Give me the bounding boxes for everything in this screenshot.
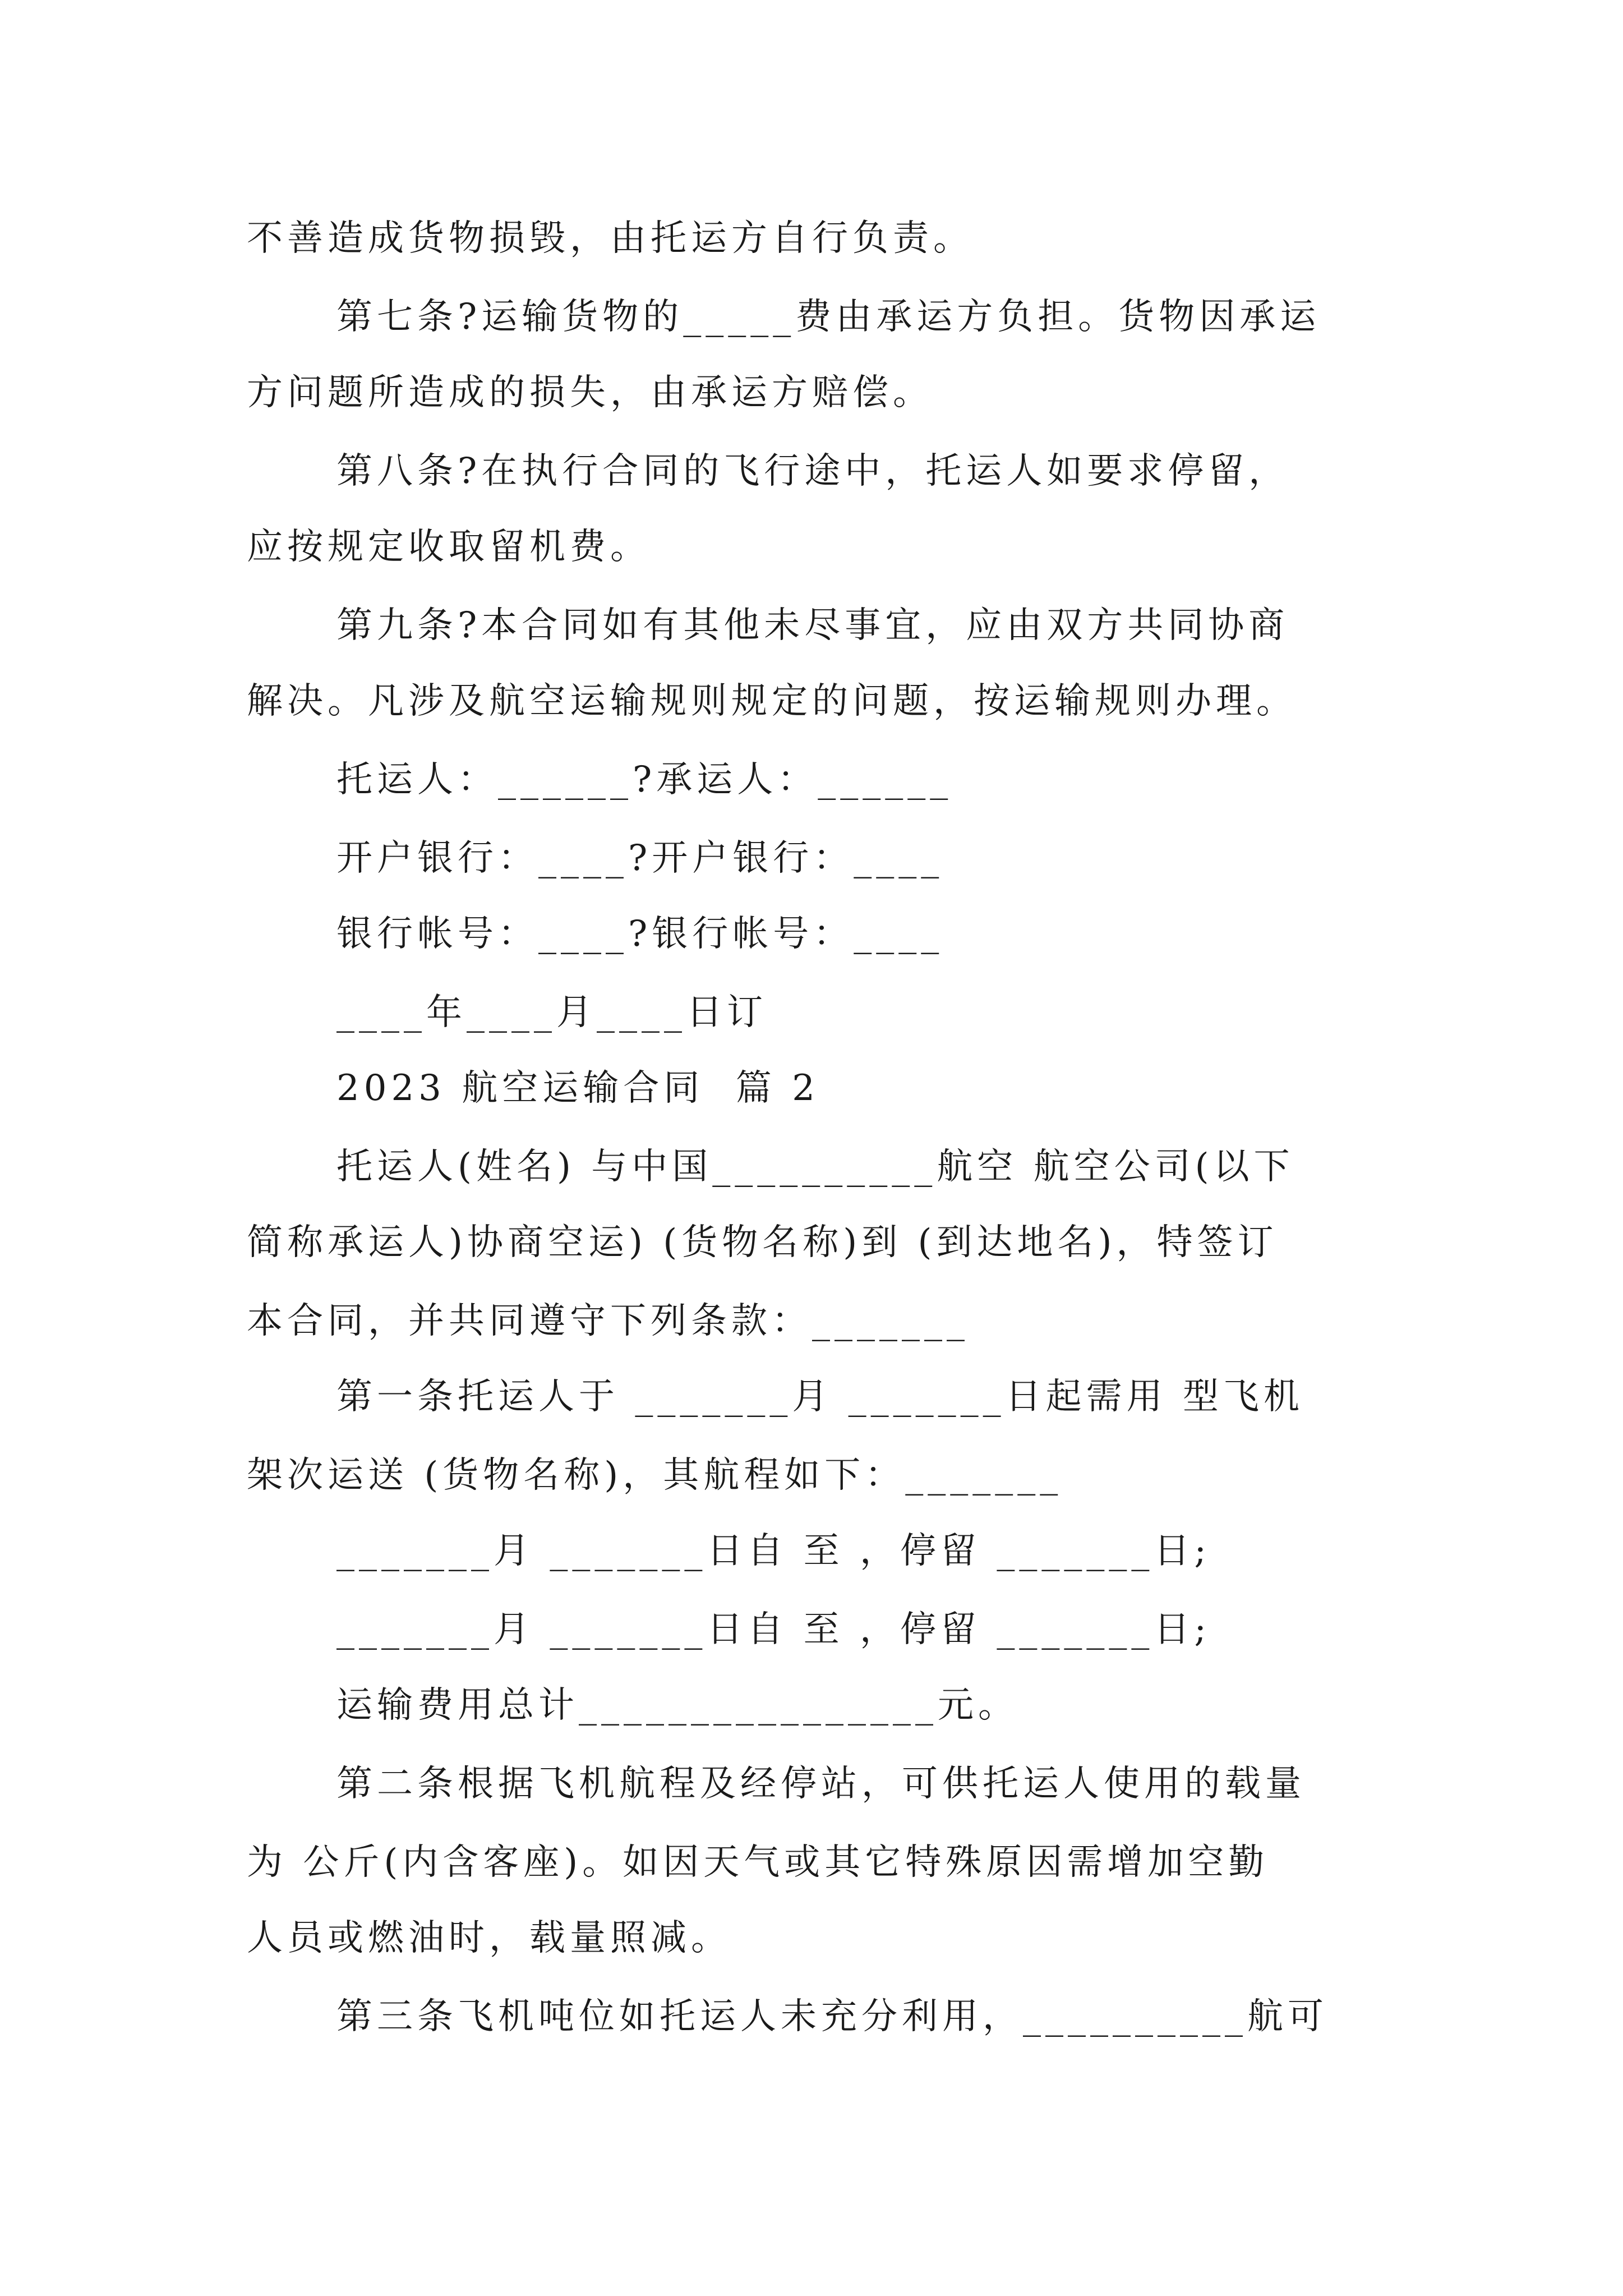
clause-9-line-2: 解决。凡涉及航空运输规则规定的问题，按运输规则办理。	[247, 680, 1297, 722]
signature-account: 银行帐号：____?银行帐号：____	[336, 913, 944, 955]
intro-line-2: 简称承运人)协商空运) (货物名称)到 (到达地名)，特签订	[247, 1222, 1278, 1263]
intro-line-1: 托运人(姓名) 与中国__________航空 航空公司(以下	[336, 1146, 1294, 1188]
intro-line-3: 本合同，并共同遵守下列条款：_______	[247, 1300, 969, 1342]
clause-7-line-2: 方问题所造成的损失，由承运方赔偿。	[247, 372, 933, 413]
clause-2-line-2: 为 公斤(内含客座)。如因天气或其它特殊原因需增加空勤	[247, 1842, 1269, 1883]
total-fee-line: 运输费用总计________________元。	[336, 1685, 1018, 1726]
section-heading: 2023 航空运输合同 篇 2	[336, 1068, 819, 1109]
clause-8-line-2: 应按规定收取留机费。	[247, 526, 651, 568]
itinerary-line-2: _______月 _______日自 至 ，停留 _______日;	[336, 1609, 1211, 1650]
clause-1-line-1: 第一条托运人于 _______月 _______日起需用 型飞机	[336, 1376, 1304, 1418]
clause-8-line-1: 第八条?在执行合同的飞行途中，托运人如要求停留，	[336, 450, 1289, 492]
clause-2-line-1: 第二条根据飞机航程及经停站，可供托运人使用的载量	[336, 1763, 1306, 1805]
clause-2-line-3: 人员或燃油时，载量照减。	[247, 1917, 731, 1959]
signature-parties: 托运人：______?承运人：______	[336, 759, 953, 800]
clause-1-line-2: 架次运送 (货物名称)，其航程如下：_______	[247, 1455, 1063, 1496]
paragraph-line: 不善造成货物损毁，由托运方自行负责。	[247, 218, 974, 259]
signature-date: ____年____月____日订	[336, 992, 767, 1033]
clause-9-line-1: 第九条?本合同如有其他未尽事宜，应由双方共同协商	[336, 605, 1289, 646]
signature-bank: 开户银行：____?开户银行：____	[336, 838, 944, 879]
clause-7-line-1: 第七条?运输货物的_____费由承运方负担。货物因承运	[336, 296, 1321, 338]
clause-3-line-1: 第三条飞机吨位如托运人未充分利用，__________航可	[336, 1996, 1328, 2037]
itinerary-line-1: _______月 _______日自 至 ，停留 _______日;	[336, 1530, 1211, 1572]
